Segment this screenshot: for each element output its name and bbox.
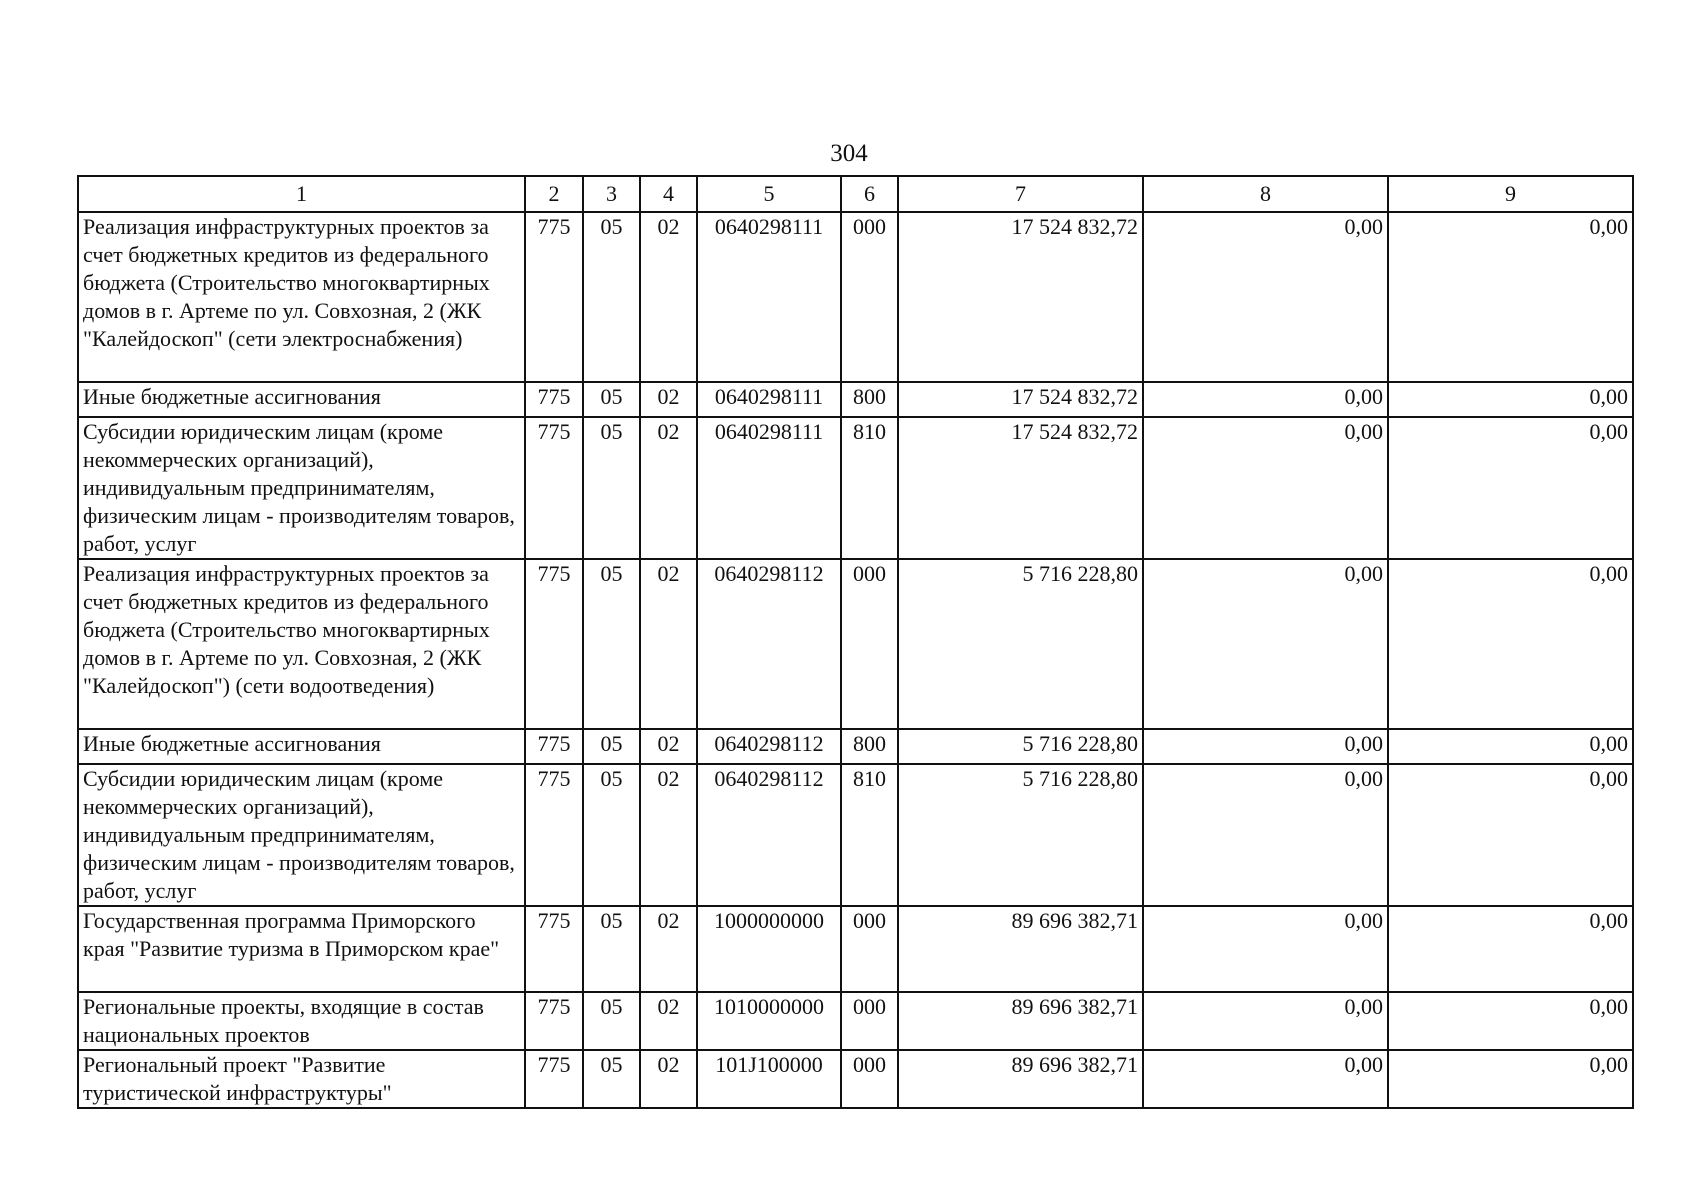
cell-amount-8: 0,00 <box>1143 906 1388 992</box>
column-header-5: 5 <box>697 176 841 212</box>
cell-amount-9: 0,00 <box>1388 1050 1633 1108</box>
cell-code-4: 02 <box>640 906 697 992</box>
cell-amount-9: 0,00 <box>1388 906 1633 992</box>
row-name: Реализация инфраструктурных проектов за счет бюджетных кредитов из федерального бюджета (Строительство многоквартирных домов в г. Артеме по ул. Совхозная, 2 (ЖК "Калейдоскоп" (сети электроснабжения) <box>78 212 525 382</box>
cell-code-3: 05 <box>583 992 640 1050</box>
cell-amount-7: 5 716 228,80 <box>898 559 1143 729</box>
cell-code-6: 810 <box>841 417 898 559</box>
row-name: Реализация инфраструктурных проектов за счет бюджетных кредитов из федерального бюджета (Строительство многоквартирных домов в г. Артеме по ул. Совхозная, 2 (ЖК "Калейдоскоп") (сети водоотведения) <box>78 559 525 729</box>
cell-code-3: 05 <box>583 212 640 382</box>
cell-amount-8: 0,00 <box>1143 992 1388 1050</box>
row-name: Иные бюджетные ассигнования <box>78 382 525 417</box>
cell-code-5: 1010000000 <box>697 992 841 1050</box>
cell-amount-8: 0,00 <box>1143 417 1388 559</box>
row-name: Региональные проекты, входящие в состав национальных проектов <box>78 992 525 1050</box>
table-row <box>78 559 1633 729</box>
cell-code-3: 05 <box>583 417 640 559</box>
cell-amount-9: 0,00 <box>1388 764 1633 906</box>
cell-code-6: 800 <box>841 729 898 764</box>
cell-amount-9: 0,00 <box>1388 212 1633 382</box>
cell-code-4: 02 <box>640 417 697 559</box>
cell-code-2: 775 <box>525 906 583 992</box>
column-header-4: 4 <box>640 176 697 212</box>
row-name: Субсидии юридическим лицам (кроме некоммерческих организаций), индивидуальным предпринимателям, физическим лицам - производителям товаров, работ, услуг <box>78 764 525 906</box>
cell-code-3: 05 <box>583 729 640 764</box>
cell-code-5: 0640298112 <box>697 559 841 729</box>
cell-code-5: 0640298112 <box>697 729 841 764</box>
cell-code-5: 101J100000 <box>697 1050 841 1108</box>
table-body <box>78 212 1633 1108</box>
cell-code-6: 000 <box>841 906 898 992</box>
cell-code-5: 0640298112 <box>697 764 841 906</box>
cell-code-2: 775 <box>525 729 583 764</box>
cell-code-5: 0640298111 <box>697 382 841 417</box>
table-row <box>78 212 1633 382</box>
cell-code-2: 775 <box>525 1050 583 1108</box>
cell-amount-7: 89 696 382,71 <box>898 1050 1143 1108</box>
cell-code-3: 05 <box>583 906 640 992</box>
column-header-2: 2 <box>525 176 583 212</box>
column-header-7: 7 <box>898 176 1143 212</box>
table-row <box>78 729 1633 764</box>
column-header-1: 1 <box>78 176 525 212</box>
cell-amount-9: 0,00 <box>1388 559 1633 729</box>
row-name: Субсидии юридическим лицам (кроме некоммерческих организаций), индивидуальным предпринимателям, физическим лицам - производителям товаров, работ, услуг <box>78 417 525 559</box>
cell-amount-9: 0,00 <box>1388 417 1633 559</box>
cell-amount-7: 5 716 228,80 <box>898 729 1143 764</box>
column-header-3: 3 <box>583 176 640 212</box>
cell-code-6: 000 <box>841 559 898 729</box>
column-number-row <box>78 176 1633 212</box>
cell-code-6: 000 <box>841 212 898 382</box>
cell-amount-8: 0,00 <box>1143 212 1388 382</box>
table-row <box>78 992 1633 1050</box>
cell-amount-7: 5 716 228,80 <box>898 764 1143 906</box>
cell-code-5: 1000000000 <box>697 906 841 992</box>
row-name: Иные бюджетные ассигнования <box>78 729 525 764</box>
column-header-8: 8 <box>1143 176 1388 212</box>
cell-code-4: 02 <box>640 992 697 1050</box>
cell-code-6: 810 <box>841 764 898 906</box>
cell-code-3: 05 <box>583 1050 640 1108</box>
row-name: Государственная программа Приморского края "Развитие туризма в Приморском крае" <box>78 906 525 992</box>
cell-amount-8: 0,00 <box>1143 382 1388 417</box>
cell-code-3: 05 <box>583 382 640 417</box>
cell-code-4: 02 <box>640 212 697 382</box>
table-row <box>78 417 1633 559</box>
cell-amount-9: 0,00 <box>1388 382 1633 417</box>
cell-code-2: 775 <box>525 764 583 906</box>
cell-code-6: 000 <box>841 992 898 1050</box>
cell-code-2: 775 <box>525 212 583 382</box>
cell-amount-7: 17 524 832,72 <box>898 417 1143 559</box>
cell-amount-7: 89 696 382,71 <box>898 906 1143 992</box>
row-name: Региональный проект "Развитие туристической инфраструктуры" <box>78 1050 525 1108</box>
cell-amount-7: 17 524 832,72 <box>898 212 1143 382</box>
cell-code-2: 775 <box>525 417 583 559</box>
cell-code-5: 0640298111 <box>697 212 841 382</box>
cell-amount-8: 0,00 <box>1143 559 1388 729</box>
cell-code-4: 02 <box>640 764 697 906</box>
cell-code-2: 775 <box>525 992 583 1050</box>
table-row <box>78 764 1633 906</box>
table-row <box>78 906 1633 992</box>
budget-table <box>77 175 1634 1109</box>
cell-amount-7: 89 696 382,71 <box>898 992 1143 1050</box>
cell-amount-9: 0,00 <box>1388 992 1633 1050</box>
cell-code-4: 02 <box>640 382 697 417</box>
cell-code-4: 02 <box>640 1050 697 1108</box>
cell-code-4: 02 <box>640 729 697 764</box>
column-header-6: 6 <box>841 176 898 212</box>
page-number: 304 <box>830 140 868 167</box>
cell-amount-8: 0,00 <box>1143 764 1388 906</box>
cell-code-4: 02 <box>640 559 697 729</box>
column-header-9: 9 <box>1388 176 1633 212</box>
cell-code-6: 000 <box>841 1050 898 1108</box>
cell-amount-7: 17 524 832,72 <box>898 382 1143 417</box>
cell-amount-9: 0,00 <box>1388 729 1633 764</box>
table-row <box>78 382 1633 417</box>
cell-amount-8: 0,00 <box>1143 1050 1388 1108</box>
cell-code-3: 05 <box>583 764 640 906</box>
cell-code-2: 775 <box>525 559 583 729</box>
cell-code-2: 775 <box>525 382 583 417</box>
cell-code-5: 0640298111 <box>697 417 841 559</box>
table-row <box>78 1050 1633 1108</box>
cell-code-6: 800 <box>841 382 898 417</box>
cell-code-3: 05 <box>583 559 640 729</box>
cell-amount-8: 0,00 <box>1143 729 1388 764</box>
